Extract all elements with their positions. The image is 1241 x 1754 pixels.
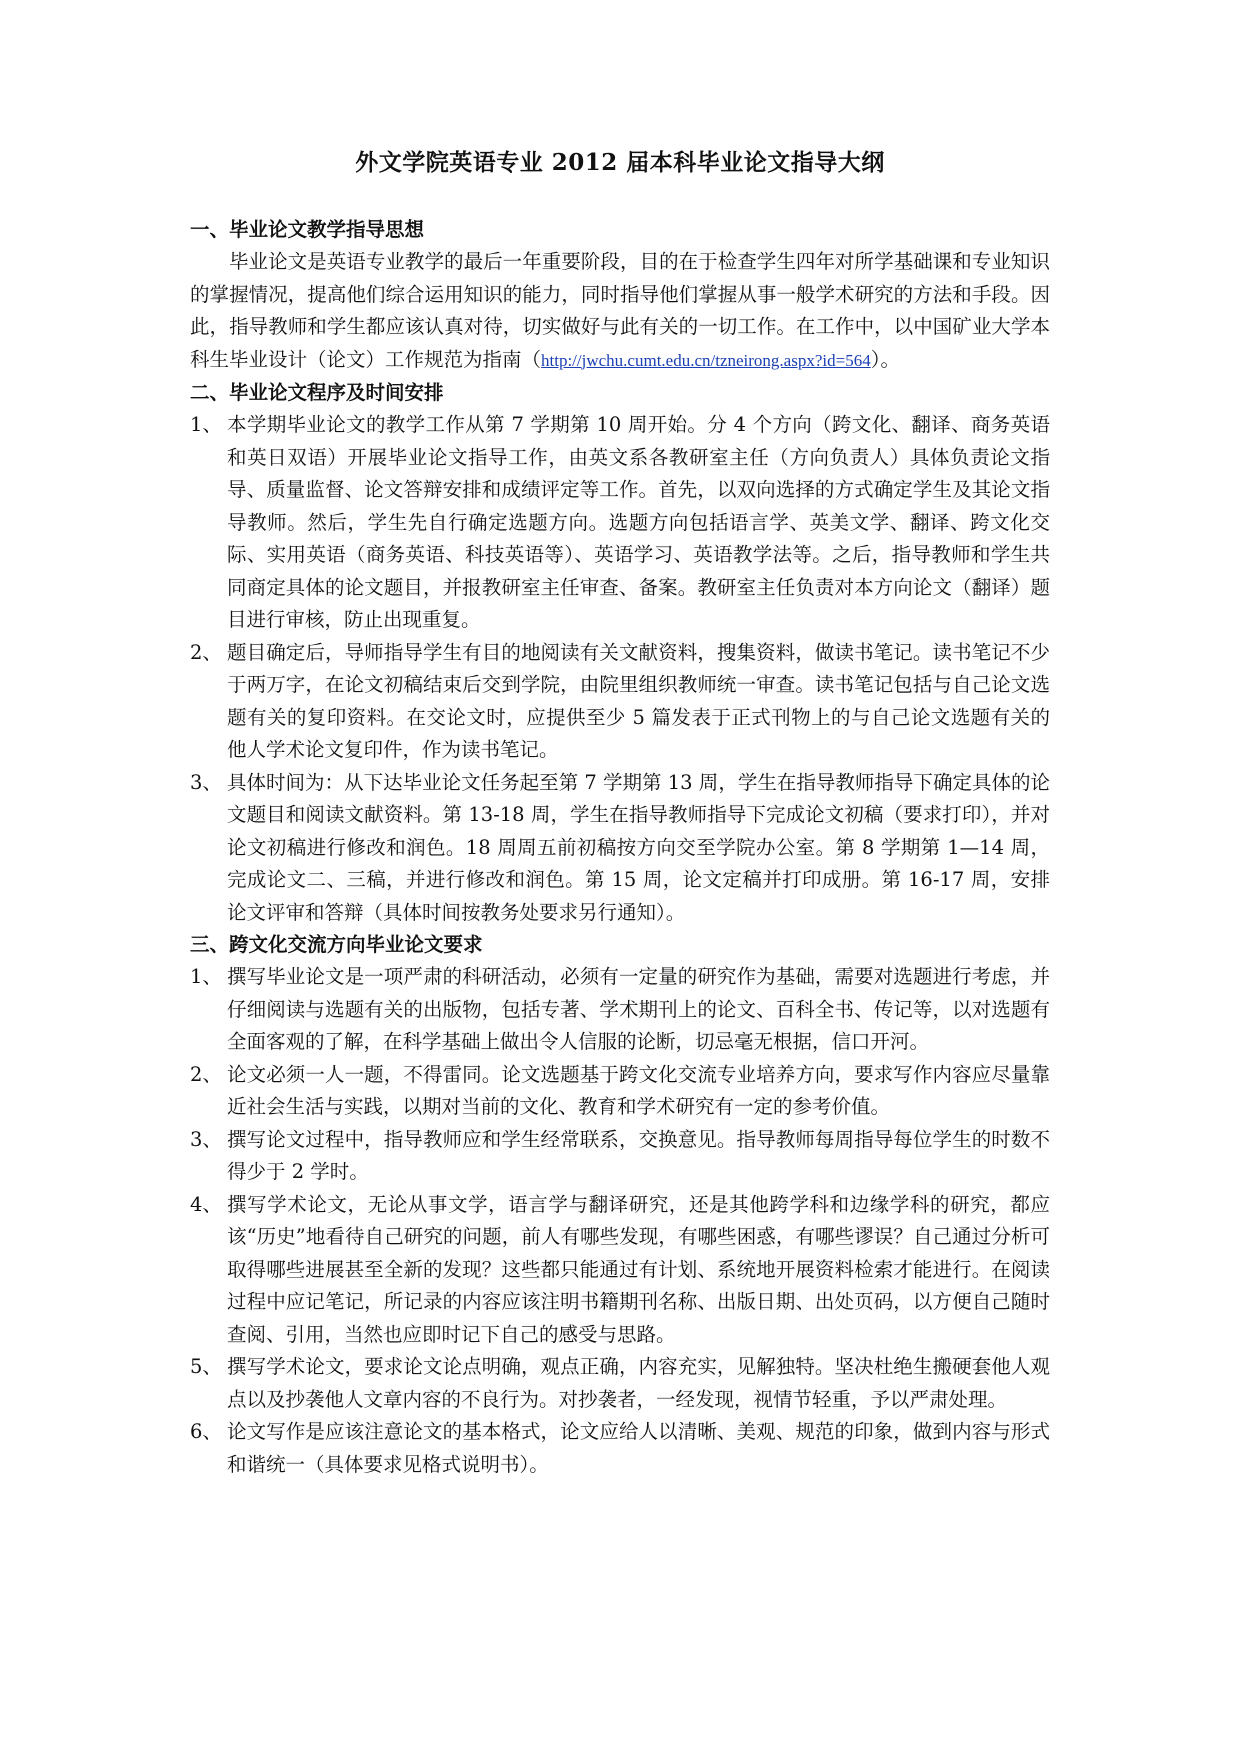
item-text: 题目确定后，导师指导学生有目的地阅读有关文献资料，搜集资料，做读书笔记。读书笔记不少于两万字，在论文初稿结束后交到学院，由院里组织教师统一审查。读书笔记包括与自己论文选题有关的复印资料。在交论文时，应提供至少 5 篇发表于正式刊物上的与自己论文选题有关的他人学术论文复印件，作为读书笔记。 <box>227 640 1050 761</box>
section-intercultural-requirements <box>190 929 1050 1481</box>
item-number: 1、 <box>190 965 222 988</box>
procedure-list <box>190 409 1050 929</box>
paragraph-text-end: ）。 <box>870 347 900 371</box>
item-number: 2、 <box>190 1062 222 1086</box>
item-text: 撰写论文过程中，指导教师应和学生经常联系，交换意见。指导教师每周指导每位学生的时数不得少于 2 学时。 <box>227 1127 1050 1183</box>
list-item <box>190 637 1050 767</box>
item-text: 具体时间为：从下达毕业论文任务起至第 7 学期第 13 周，学生在指导教师指导下确定具体的论文题目和阅读文献资料。第 13-18 周，学生在指导教师指导下完成论文初稿（要求打印），并对论文初稿进行修改和润色。18 周周五前初稿按方向交至学院办公室。第 8 学期第 1—14 周，完成论文二、三稿，并进行修改和润色。第 15 周，论文定稿并打印成册。第 16-17 周，安排论文评审和答辩（具体时间按教务处要求另行通知）。 <box>227 770 1050 924</box>
item-text: 撰写学术论文，要求论文论点明确，观点正确，内容充实，见解独特。坚决杜绝生搬硬套他人观点以及抄袭他人文章内容的不良行为。对抄袭者，一经发现，视情节轻重，予以严肃处理。 <box>227 1355 1050 1411</box>
section-paragraph <box>190 246 1050 377</box>
list-item <box>190 767 1050 930</box>
list-item <box>190 1124 1050 1189</box>
item-number: 4、 <box>190 1192 222 1216</box>
list-item <box>190 409 1050 637</box>
item-number: 3、 <box>190 770 222 794</box>
section-guiding-thought <box>190 214 1050 377</box>
item-number: 5、 <box>190 1355 222 1378</box>
requirements-list <box>190 961 1050 1481</box>
item-text: 论文写作是应该注意论文的基本格式，论文应给人以清晰、美观、规范的印象，做到内容与形式和谐统一（具体要求见格式说明书）。 <box>227 1420 1050 1476</box>
paragraph-text: 毕业论文是英语专业教学的最后一年重要阶段，目的在于检查学生四年对所学基础课和专业知识的掌握情况，提高他们综合运用知识的能力，同时指导他们掌握从事一般学术研究的方法和手段。因此，指导教师和学生都应该认真对待，切实做好与此有关的一切工作。在工作中，以中国矿业大学本科生毕业设计（论文）工作规范为指南（ <box>190 250 1050 371</box>
item-text: 撰写毕业论文是一项严肃的科研活动，必须有一定量的研究作为基础，需要对选题进行考虑，并仔细阅读与选题有关的出版物，包括专著、学术期刊上的论文、百科全书、传记等，以对选题有全面客观的了解，在科学基础上做出令人信服的论断，切忌毫无根据，信口开河。 <box>227 965 1050 1053</box>
document-page <box>190 146 1050 1481</box>
list-item <box>190 1189 1050 1352</box>
list-item <box>190 961 1050 1059</box>
list-item <box>190 1059 1050 1124</box>
item-number: 6、 <box>190 1420 222 1443</box>
regulation-link[interactable]: http://jwchu.cumt.edu.cn/tzneirong.aspx?id=564 <box>541 350 871 370</box>
item-number: 3、 <box>190 1127 222 1151</box>
list-item <box>190 1351 1050 1416</box>
list-item <box>190 1416 1050 1481</box>
item-text: 本学期毕业论文的教学工作从第 7 学期第 10 周开始。分 4 个方向（跨文化、翻译、商务英语和英日双语）开展毕业论文指导工作，由英文系各教研室主任（方向负责人）具体负责论文指导、质量监督、论文答辩安排和成绩评定等工作。首先，以双向选择的方式确定学生及其论文指导教师。然后，学生先自行确定选题方向。选题方向包括语言学、英美文学、翻译、跨文化交际、实用英语（商务英语、科技英语等）、英语学习、英语教学法等。之后，指导教师和学生共同商定具体的论文题目，并报教研室主任审查、备案。教研室主任负责对本方向论文（翻译）题目进行审核，防止出现重复。 <box>227 413 1050 631</box>
section-heading: 一、毕业论文教学指导思想 <box>190 218 425 241</box>
document-title: 外文学院英语专业 2012 届本科毕业论文指导大纲 <box>355 149 885 176</box>
section-procedure-schedule <box>190 377 1050 929</box>
item-number: 1、 <box>190 413 222 436</box>
section-heading: 三、跨文化交流方向毕业论文要求 <box>190 933 483 956</box>
item-text: 论文必须一人一题，不得雷同。论文选题基于跨文化交流专业培养方向，要求写作内容应尽量靠近社会生活与实践，以期对当前的文化、教育和学术研究有一定的参考价值。 <box>227 1062 1050 1118</box>
item-number: 2、 <box>190 640 222 664</box>
section-heading: 二、毕业论文程序及时间安排 <box>190 381 444 404</box>
item-text: 撰写学术论文，无论从事文学，语言学与翻译研究，还是其他跨学科和边缘学科的研究，都应该“历史”地看待自己研究的问题，前人有哪些发现，有哪些困惑，有哪些谬误？自己通过分析可取得哪些进展甚至全新的发现？这些都只能通过有计划、系统地开展资料检索才能进行。在阅读过程中应记笔记，所记录的内容应该注明书籍期刊名称、出版日期、出处页码，以方便自己随时查阅、引用，当然也应即时记下自己的感受与思路。 <box>227 1192 1050 1346</box>
